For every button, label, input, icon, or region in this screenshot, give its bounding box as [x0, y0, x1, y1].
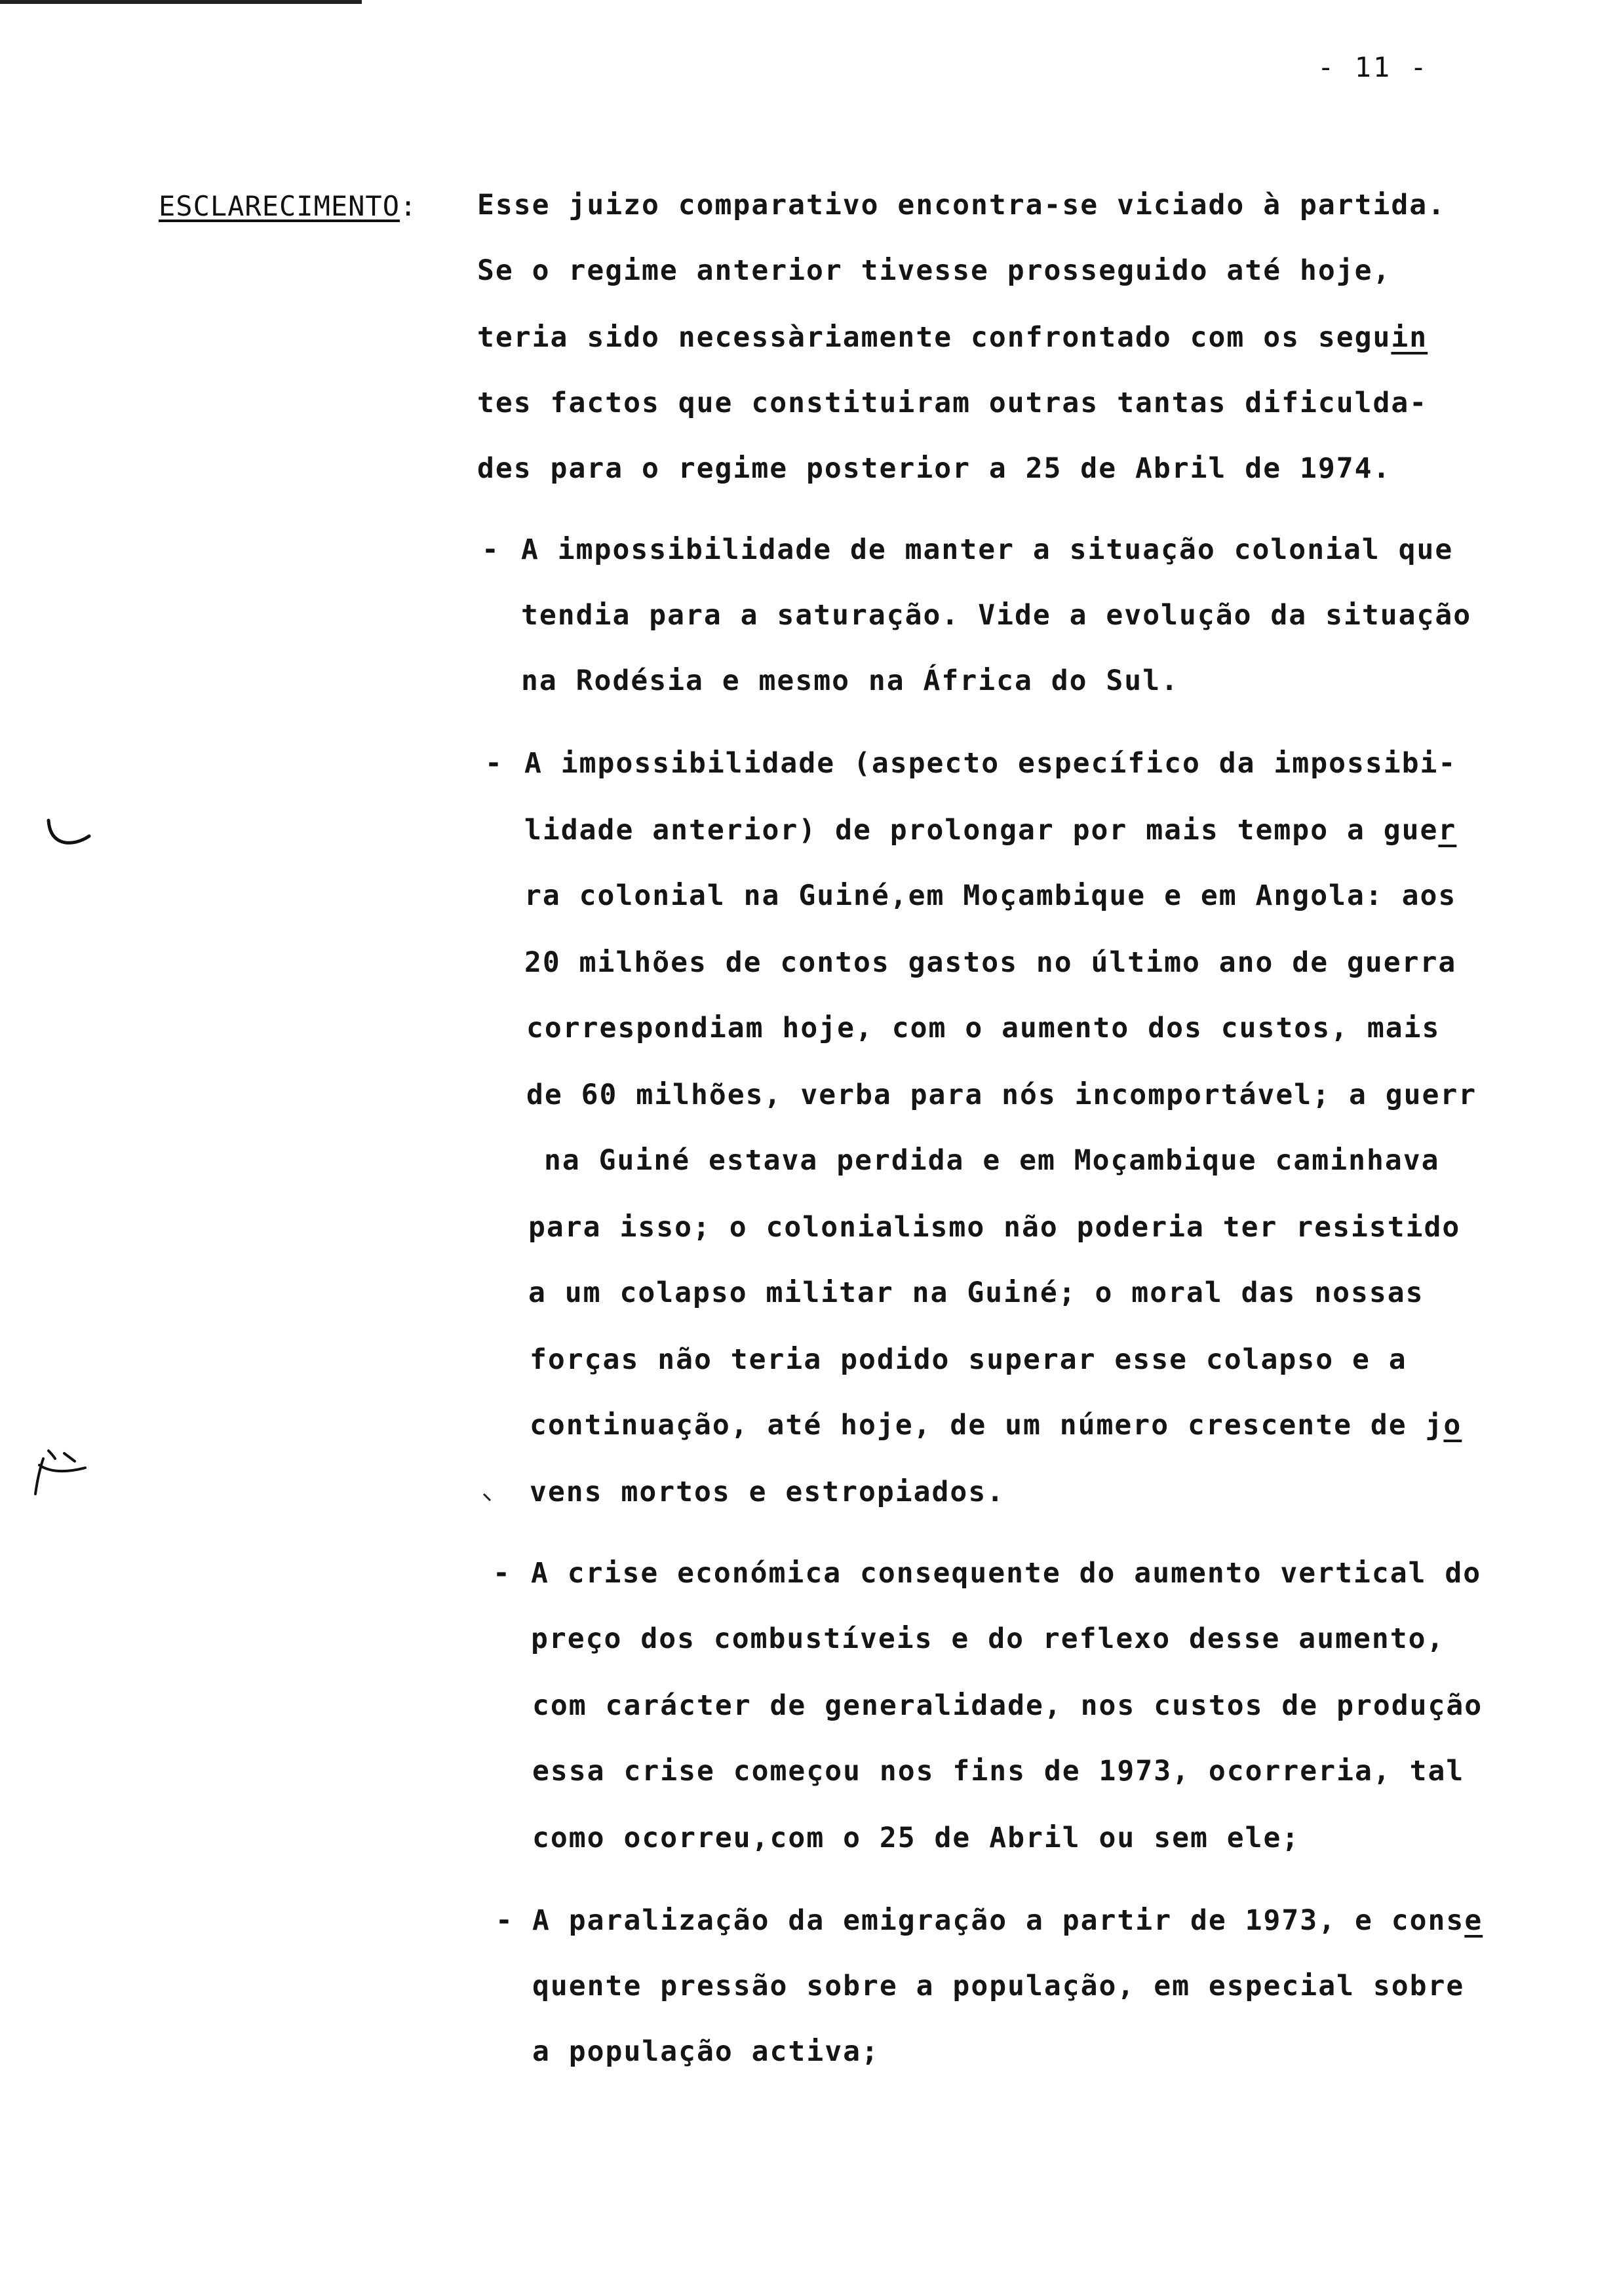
- list-item-line: na Rodésia e mesmo na África do Sul.: [521, 664, 1179, 697]
- list-item-line: a população activa;: [532, 2035, 880, 2068]
- list-item-line: lidade anterior) de prolongar por mais tempo a guer: [524, 814, 1457, 847]
- list-item-line: com carácter de generalidade, nos custos de produção: [532, 1689, 1483, 1722]
- list-bullet: -: [496, 1904, 513, 1937]
- list-bullet: -: [482, 533, 499, 566]
- underlined-fragment: r: [1438, 814, 1457, 847]
- list-item-line: A impossibilidade (aspecto específico da impossibi-: [524, 747, 1457, 780]
- page-number: - 11 -: [1317, 51, 1429, 83]
- section-label-colon: :: [400, 190, 418, 222]
- intro-line: Esse juizo comparativo encontra-se viciado à partida.: [477, 189, 1447, 221]
- list-item-line: para isso; o colonialismo não poderia ter resistido: [528, 1211, 1461, 1244]
- list-bullet: -: [485, 747, 502, 780]
- list-item-line: correspondiam hoje, com o aumento dos custos, mais: [526, 1012, 1441, 1044]
- section-label: [159, 190, 417, 222]
- margin-hook-mark: [43, 815, 96, 854]
- list-item-line: 20 milhões de contos gastos no último ano de guerra: [524, 946, 1457, 979]
- margin-initials-mark: [26, 1428, 105, 1507]
- list-item-line: essa crise começou nos fins de 1973, ocorreria, tal: [532, 1755, 1465, 1788]
- list-item-line: a um colapso militar na Guiné; o moral das nossas: [528, 1276, 1424, 1309]
- underlined-fragment: o: [1443, 1409, 1462, 1442]
- list-item-line: na Guiné estava perdida e em Moçambique caminhava: [544, 1144, 1440, 1177]
- intro-line: Se o regime anterior tivesse prosseguido até hoje,: [477, 254, 1391, 287]
- underlined-fragment: in: [1391, 321, 1428, 354]
- intro-line: des para o regime posterior a 25 de Abril de 1974.: [477, 452, 1391, 485]
- list-item-line: de 60 milhões, verba para nós incomportável; a guerr: [526, 1079, 1477, 1111]
- list-bullet: -: [493, 1557, 510, 1590]
- list-item-line: ra colonial na Guiné,em Moçambique e em Angola: aos: [524, 879, 1457, 912]
- underlined-fragment: e: [1464, 1904, 1483, 1937]
- list-item-line: A impossibilidade de manter a situação colonial que: [521, 533, 1454, 566]
- list-item-line: vens mortos e estropiados.: [530, 1476, 1005, 1508]
- list-item-line: A paralização da emigração a partir de 1973, e conse: [532, 1904, 1483, 1937]
- list-item-line: preço dos combustíveis e do reflexo desse aumento,: [531, 1622, 1445, 1655]
- top-rule: [0, 0, 362, 4]
- list-item-line: forças não teria podido superar esse colapso e a: [530, 1343, 1407, 1376]
- margin-tick-mark: [481, 1491, 494, 1504]
- list-item-line: continuação, até hoje, de um número crescente de jo: [530, 1409, 1462, 1442]
- list-item-line: quente pressão sobre a população, em especial sobre: [532, 1970, 1465, 2002]
- list-item-line: tendia para a saturação. Vide a evolução da situação: [521, 599, 1472, 632]
- section-label-text: ESCLARECIMENTO: [159, 190, 400, 222]
- intro-line: tes factos que constituiram outras tantas dificulda-: [477, 387, 1428, 419]
- intro-line: teria sido necessàriamente confrontado com os seguin: [477, 321, 1428, 354]
- list-item-line: A crise económica consequente do aumento vertical do: [531, 1557, 1482, 1590]
- list-item-line: como ocorreu,com o 25 de Abril ou sem ele;: [532, 1822, 1300, 1854]
